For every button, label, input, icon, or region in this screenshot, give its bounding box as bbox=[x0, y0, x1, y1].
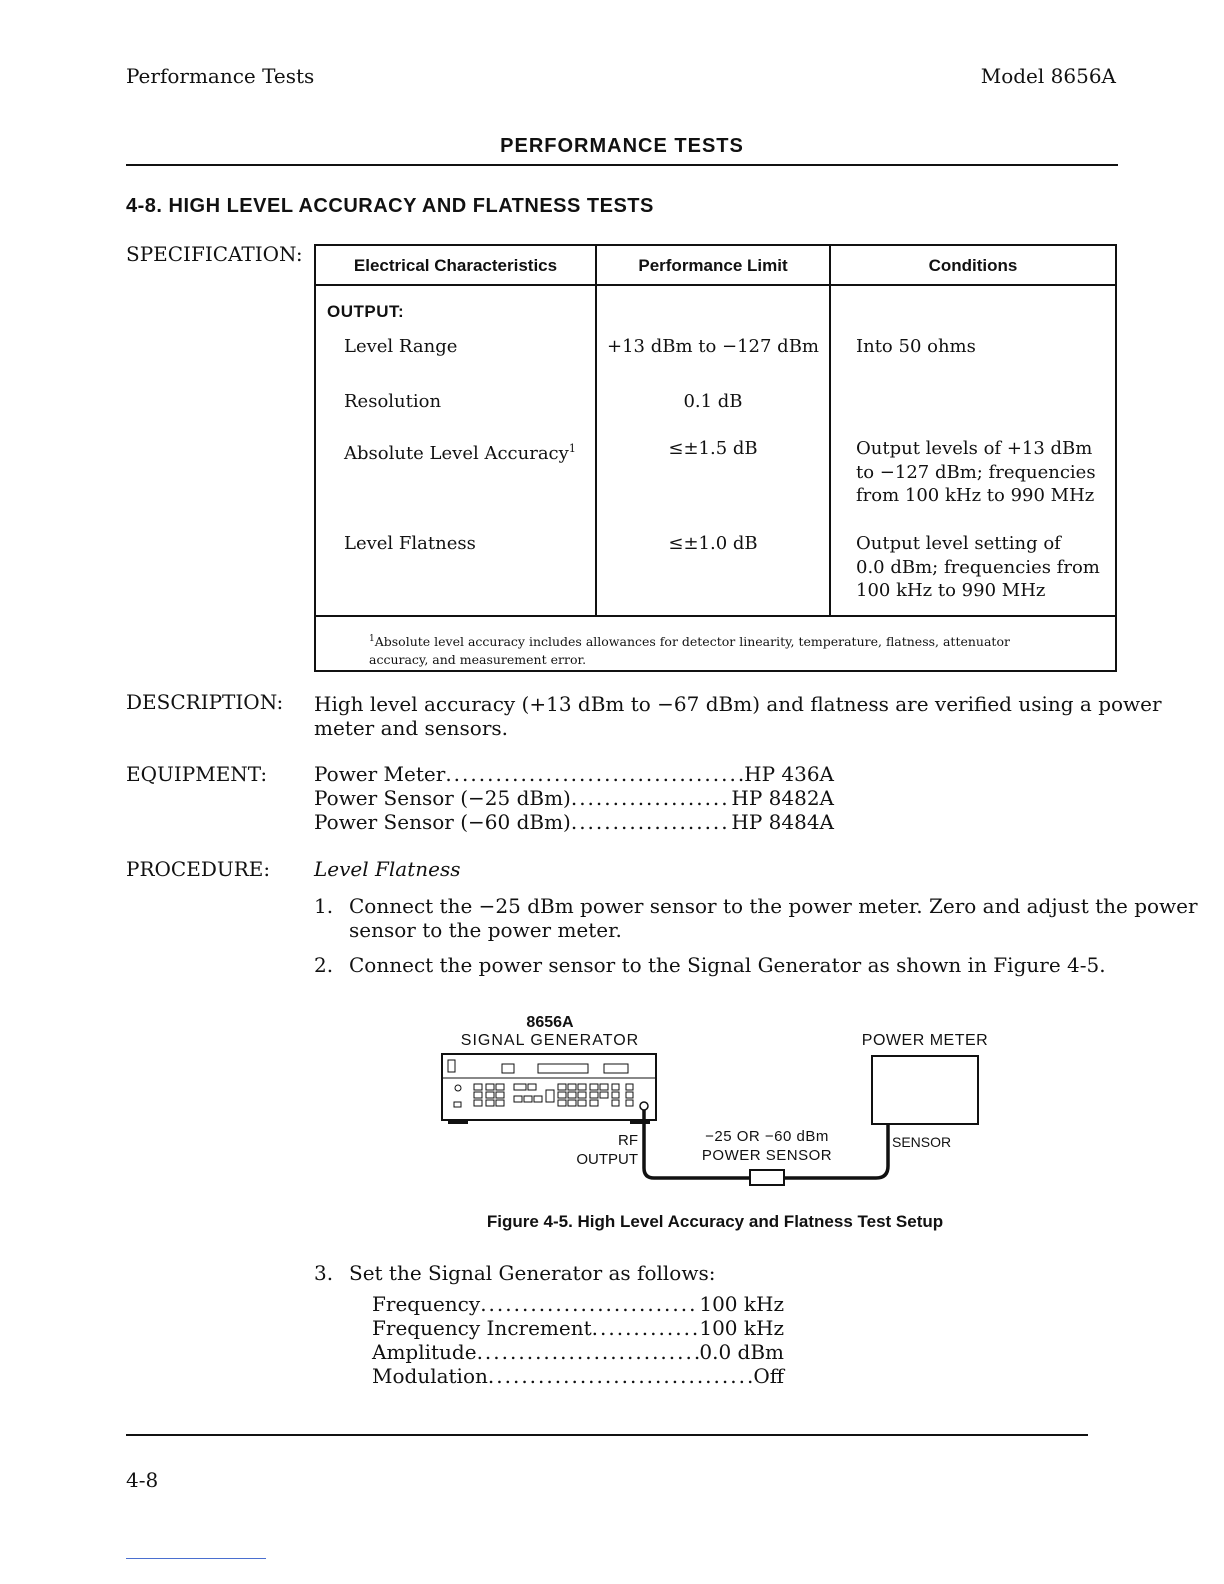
setting-item bbox=[372, 1292, 784, 1316]
procedure-label: PROCEDURE: bbox=[126, 857, 271, 881]
setting-value: 100 kHz bbox=[699, 1292, 784, 1316]
spec-row-limit: ≤±1.5 dB bbox=[668, 438, 758, 459]
generator-foot bbox=[448, 1120, 468, 1124]
section-title: PERFORMANCE TESTS bbox=[500, 135, 744, 157]
edge-mark bbox=[126, 1558, 266, 1559]
setting-item bbox=[372, 1340, 784, 1364]
step-number: 3. bbox=[314, 1261, 334, 1285]
leader-dots bbox=[571, 810, 732, 834]
setting-value: Off bbox=[753, 1364, 784, 1388]
setting-item bbox=[372, 1364, 784, 1388]
rf-label: RF bbox=[618, 1132, 638, 1149]
equipment-item bbox=[314, 786, 834, 810]
power-meter-label: POWER METER bbox=[861, 1032, 989, 1049]
setting-value: 0.0 dBm bbox=[699, 1340, 784, 1364]
spec-row-condition bbox=[856, 532, 1100, 603]
section-title-rule bbox=[126, 164, 1118, 166]
condition-line: 100 kHz to 990 MHz bbox=[856, 580, 1046, 601]
footnote-mark: 1 bbox=[568, 442, 576, 455]
leader-dots bbox=[571, 786, 732, 810]
spec-row-name: Resolution bbox=[344, 391, 442, 412]
test-title: 4-8. HIGH LEVEL ACCURACY AND FLATNESS TESTS bbox=[126, 195, 654, 217]
output-label: OUTPUT bbox=[576, 1151, 638, 1168]
step-line: Connect the −25 dBm power sensor to the power meter. Zero and adjust the power bbox=[349, 894, 1198, 918]
spec-row-limit: ≤±1.0 dB bbox=[668, 533, 758, 554]
column-header-limit: Performance Limit bbox=[638, 256, 788, 275]
procedure-subtitle: Level Flatness bbox=[314, 857, 461, 881]
sensor-port-label: SENSOR bbox=[892, 1134, 952, 1150]
leader-dots bbox=[477, 1340, 700, 1364]
condition-line: Output levels of +13 dBm bbox=[856, 438, 1093, 459]
running-header-right: Model 8656A bbox=[980, 64, 1116, 88]
rf-output-connector bbox=[640, 1102, 648, 1110]
output-group-label: OUTPUT: bbox=[327, 302, 405, 321]
power-sensor-body bbox=[750, 1170, 784, 1185]
spec-row-name-text: Absolute Level Accuracy bbox=[344, 443, 569, 464]
equipment-name: Power Sensor (−25 dBm) bbox=[314, 786, 571, 810]
header-rule bbox=[314, 284, 1117, 286]
spec-footnote bbox=[369, 630, 1099, 669]
running-header-left: Performance Tests bbox=[126, 64, 315, 88]
footnote-text: Absolute level accuracy includes allowances for detector linearity, temperature, flatness, attenuator bbox=[374, 634, 1010, 650]
spec-row-condition: Into 50 ohms bbox=[856, 336, 976, 357]
specification-label: SPECIFICATION: bbox=[126, 242, 303, 266]
spec-row-limit: 0.1 dB bbox=[683, 391, 743, 412]
description-label: DESCRIPTION: bbox=[126, 690, 284, 714]
spec-row-limit: +13 dBm to −127 dBm bbox=[606, 336, 820, 357]
settings-list bbox=[372, 1292, 784, 1388]
setting-name: Frequency Increment bbox=[372, 1316, 592, 1340]
generator-model-label: 8656A bbox=[526, 1014, 574, 1031]
equipment-model: HP 8482A bbox=[731, 786, 834, 810]
column-header-conditions: Conditions bbox=[928, 256, 1018, 275]
spec-row-name: Level Range bbox=[344, 336, 458, 357]
step-number: 2. bbox=[314, 953, 334, 977]
step-text bbox=[349, 894, 1198, 942]
condition-line: from 100 kHz to 990 MHz bbox=[856, 485, 1095, 506]
equipment-list bbox=[314, 762, 834, 834]
condition-line: 0.0 dBm; frequencies from bbox=[856, 556, 1100, 578]
power-meter-body bbox=[872, 1056, 978, 1124]
equipment-model: HP 8484A bbox=[731, 810, 834, 834]
leader-dots bbox=[488, 1364, 754, 1388]
footnote-mark: 1 bbox=[369, 634, 375, 644]
footnote-rule bbox=[314, 615, 1117, 617]
equipment-name: Power Meter bbox=[314, 762, 446, 786]
condition-line: Output level setting of bbox=[856, 533, 1061, 554]
description-text: meter and sensors. bbox=[314, 716, 509, 740]
footer-rule bbox=[126, 1434, 1088, 1436]
footnote-line: accuracy, and measurement error. bbox=[369, 652, 587, 668]
setting-name: Amplitude bbox=[372, 1340, 477, 1364]
setting-name: Frequency bbox=[372, 1292, 481, 1316]
figure-caption: Figure 4-5. High Level Accuracy and Flatness Test Setup bbox=[486, 1212, 944, 1231]
spec-row-condition bbox=[856, 437, 1096, 508]
description-text: High level accuracy (+13 dBm to −67 dBm) and flatness are verified using a power bbox=[314, 692, 1162, 716]
sensor-range-label: −25 OR −60 dBm bbox=[705, 1128, 829, 1145]
column-header-characteristics: Electrical Characteristics bbox=[353, 256, 558, 275]
condition-line: to −127 dBm; frequencies bbox=[856, 461, 1096, 483]
step-number: 1. bbox=[314, 894, 334, 918]
equipment-label: EQUIPMENT: bbox=[126, 762, 268, 786]
equipment-item bbox=[314, 762, 834, 786]
column-divider bbox=[595, 244, 597, 616]
equipment-item bbox=[314, 810, 834, 834]
leader-dots bbox=[480, 1292, 699, 1316]
step-line: sensor to the power meter. bbox=[349, 918, 622, 942]
generator-foot bbox=[630, 1120, 650, 1124]
footnote-line bbox=[369, 630, 1099, 651]
equipment-name: Power Sensor (−60 dBm) bbox=[314, 810, 571, 834]
generator-name-label: SIGNAL GENERATOR bbox=[460, 1032, 640, 1049]
setting-item bbox=[372, 1316, 784, 1340]
leader-dots bbox=[592, 1316, 700, 1340]
column-divider bbox=[829, 244, 831, 616]
power-sensor-label: POWER SENSOR bbox=[701, 1147, 833, 1164]
setting-name: Modulation bbox=[372, 1364, 488, 1388]
step-text: Connect the power sensor to the Signal Generator as shown in Figure 4-5. bbox=[349, 953, 1106, 977]
setting-value: 100 kHz bbox=[699, 1316, 784, 1340]
equipment-model: HP 436A bbox=[744, 762, 834, 786]
step-text: Set the Signal Generator as follows: bbox=[349, 1261, 716, 1285]
figure-test-setup bbox=[430, 1010, 1010, 1200]
leader-dots bbox=[445, 762, 744, 786]
page-number: 4-8 bbox=[126, 1468, 159, 1492]
spec-row-name: Level Flatness bbox=[344, 533, 476, 554]
spec-row-name bbox=[344, 437, 576, 466]
